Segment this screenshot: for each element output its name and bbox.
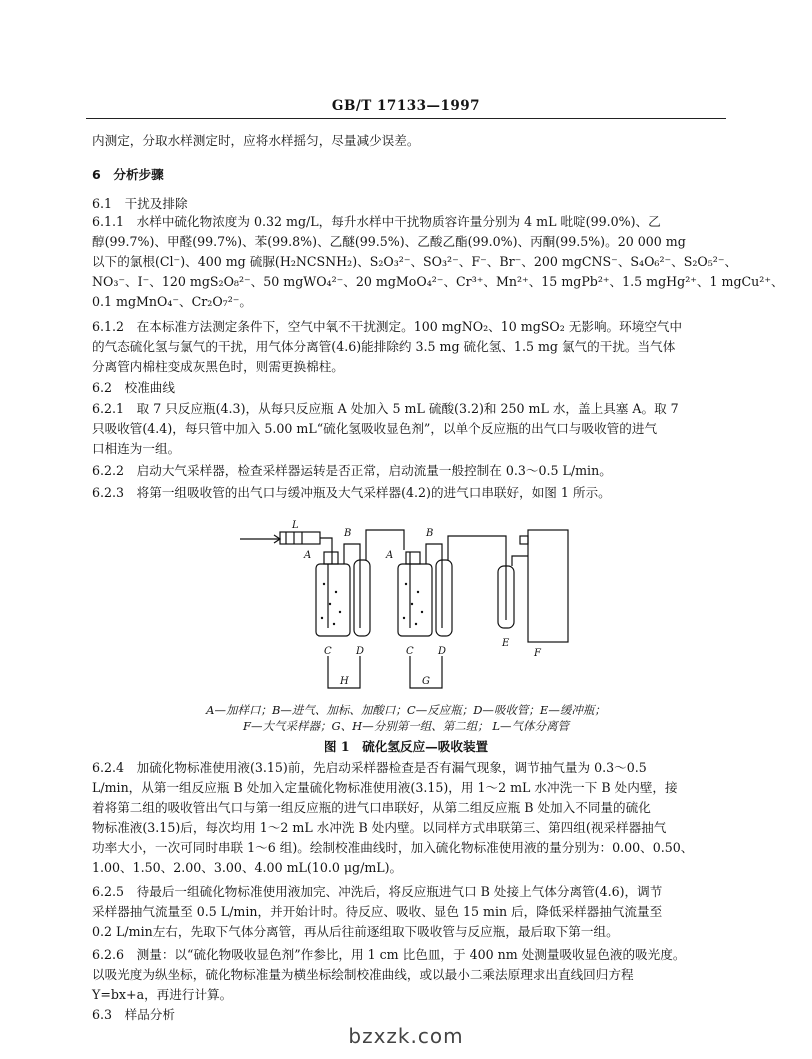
page-header: GB/T 17133—1997 bbox=[331, 98, 481, 114]
text-line: 口相连为一组。 bbox=[92, 441, 181, 456]
figure-caption: F—大气采样器；G、H—分别第一组、第二组； L—气体分离管 bbox=[243, 719, 569, 733]
apparatus-diagram bbox=[236, 500, 576, 710]
label-C1: C bbox=[324, 646, 332, 657]
label-D2: D bbox=[438, 646, 447, 657]
text-line: 以下的氯根(Cl⁻)、400 mg 硫脲(H₂NCSNH₂)、S₂O₃²⁻、SO₃²⁻、F⁻、Br⁻、200 mgCNS⁻、S₄O₆²⁻、S₂O₅²⁻、 bbox=[92, 254, 738, 269]
text-line: 功率大小，一次可同时串联 1～6 组)。绘制校准曲线时，加入硫化物标准使用液的量分别为：0.00、0.50、 bbox=[92, 840, 694, 855]
label-H: H bbox=[340, 676, 349, 687]
text-line: 0.2 L/min左右，先取下气体分离管，再从后往前逐组取下吸收管与反应瓶，最后取下第一组。 bbox=[92, 924, 619, 939]
text-line: 分离管内棉柱变成灰黑色时，则需更换棉柱。 bbox=[92, 359, 344, 374]
text-line: L/min，从第一组反应瓶 B 处加入定量硫化物标准使用液(3.15)，用 1～2 mL 水冲洗一下 B 处内壁，接 bbox=[92, 780, 678, 795]
subsection-heading: 6.3 样品分析 bbox=[92, 1007, 175, 1022]
text-line: 6.2.3 将第一组吸收管的出气口与缓冲瓶及大气采样器(4.2)的进气口串联好，如图 1 所示。 bbox=[92, 485, 611, 500]
text-line: 0.1 mgMnO₄⁻、Cr₂O₇²⁻。 bbox=[92, 294, 253, 309]
label-B1: B bbox=[344, 528, 352, 539]
text-line: Y=bx+a，再进行计算。 bbox=[92, 987, 233, 1002]
section-heading: 6 分析步骤 bbox=[92, 167, 164, 182]
text-line: 6.2.5 待最后一组硫化物标准使用液加完、冲洗后，将反应瓶进气口 B 处接上气体分离管(4.6)，调节 bbox=[92, 884, 663, 899]
label-E: E bbox=[502, 638, 510, 649]
label-A1: A bbox=[304, 550, 312, 561]
text-line: 6.1.2 在本标准方法测定条件下，空气中氧不干扰测定。100 mgNO₂、10 mgSO₂ 无影响。环境空气中 bbox=[92, 319, 683, 334]
label-D1: D bbox=[356, 646, 365, 657]
text-line: NO₃⁻、I⁻、120 mgS₂O₈²⁻、50 mgWO₄²⁻、20 mgMoO₄²⁻、Cr³⁺、Mn²⁺、15 mgPb²⁺、1.5 mgHg²⁺、1 mgCu²⁺、 bbox=[92, 274, 784, 289]
text-line: 只吸收管(4.4)，每只管中加入 5.00 mL“硫化氢吸收显色剂”，以单个反应瓶的出气口与吸收管的进气 bbox=[92, 421, 658, 436]
watermark: bzxzk.com bbox=[348, 1024, 464, 1048]
text-line: 采样器抽气流量至 0.5 L/min，并开始计时。待反应、吸收、显色 15 min 后，降低采样器抽气流量至 bbox=[92, 904, 663, 919]
label-C2: C bbox=[406, 646, 414, 657]
label-L: L bbox=[292, 520, 299, 531]
label-G: G bbox=[422, 676, 430, 687]
text-line: 6.2.4 加硫化物标准使用液(3.15)前，先启动采样器检查是否有漏气现象，调节抽气量为 0.3～0.5 bbox=[92, 760, 647, 775]
figure-title: 图 1 硫化氢反应—吸收装置 bbox=[323, 739, 489, 754]
text-line: 1.00、1.50、2.00、3.00、4.00 mL(10.0 μg/mL)。 bbox=[92, 860, 403, 875]
text-line: 6.2.1 取 7 只反应瓶(4.3)，从每只反应瓶 A 处加入 5 mL 硫酸(3.2)和 250 mL 水，盖上具塞 A。取 7 bbox=[92, 401, 679, 416]
label-B2: B bbox=[426, 528, 434, 539]
text-line: 6.2.2 启动大气采样器，检查采样器运转是否正常，启动流量一般控制在 0.3～0.5 L/min。 bbox=[92, 463, 612, 478]
subsection-heading: 6.1 干扰及排除 bbox=[92, 196, 188, 211]
header-rule bbox=[86, 118, 726, 119]
text-line: 的气态硫化氢与氯气的干扰，用气体分离管(4.6)能排除约 3.5 mg 硫化氢、1.5 mg 氯气的干扰。当气体 bbox=[92, 339, 676, 354]
text-line: 6.1.1 水样中硫化物浓度为 0.32 mg/L，每升水样中干扰物质容许量分别为 4 mL 吡啶(99.0%)、乙 bbox=[92, 214, 661, 229]
text-line: 着将第二组的吸收管出气口与第一组反应瓶的进气口串联好，从第二组反应瓶 B 处加入不同量的硫化 bbox=[92, 800, 651, 815]
text-line: 以吸光度为纵坐标，硫化物标准量为横坐标绘制校准曲线，或以最小二乘法原理求出直线回归方程 bbox=[92, 967, 634, 982]
label-A2: A bbox=[386, 550, 394, 561]
subsection-heading: 6.2 校准曲线 bbox=[92, 380, 175, 395]
text-line: 6.2.6 测量：以“硫化物吸收显色剂”作参比，用 1 cm 比色皿，于 400 nm 处测量吸收显色液的吸光度。 bbox=[92, 947, 686, 962]
label-F: F bbox=[534, 648, 541, 659]
text-line: 物标准液(3.15)后，每次均用 1～2 mL 水冲洗 B 处内壁。以同样方式串联第三、第四组(视采样器抽气 bbox=[92, 820, 667, 835]
figure-caption: A—加样口；B—进气、加标、加酸口；C—反应瓶；D—吸收管；E—缓冲瓶； bbox=[206, 703, 606, 717]
text-line: 内测定，分取水样测定时，应将水样摇匀，尽量减少误差。 bbox=[92, 133, 420, 148]
text-line: 醇(99.7%)、甲醛(99.7%)、苯(99.8%)、乙醚(99.5%)、乙酸乙酯(99.0%)、丙酮(99.5%)。20 000 mg bbox=[92, 234, 686, 249]
